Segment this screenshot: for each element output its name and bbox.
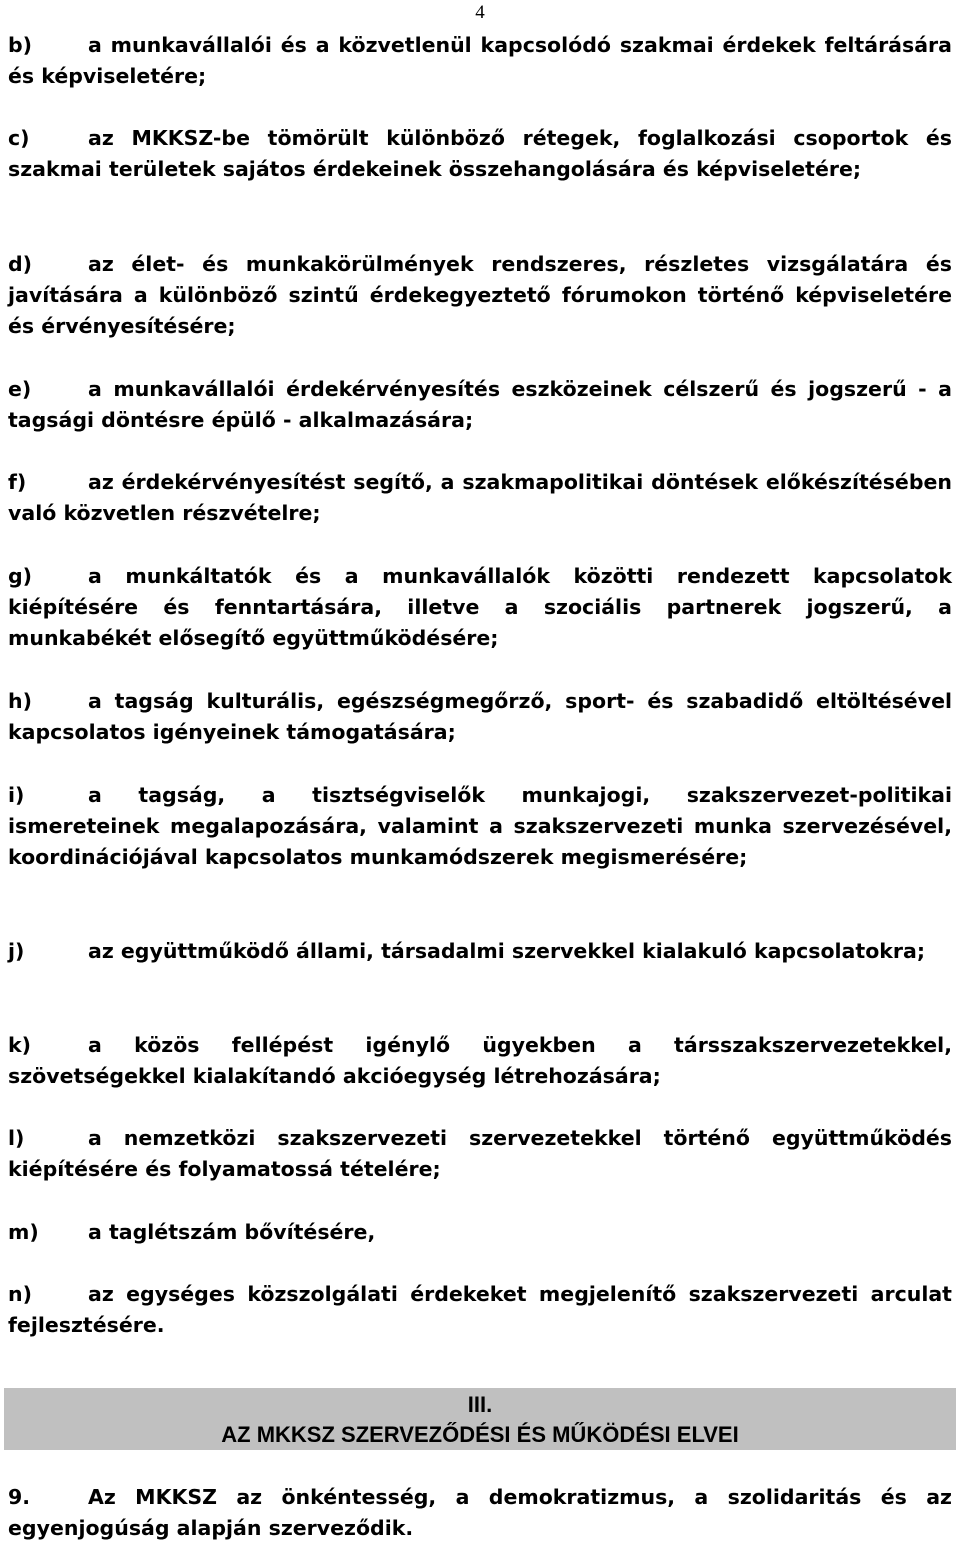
item-letter: d) [8,252,33,276]
list-item-j [8,936,952,967]
item-letter: e) [8,377,32,401]
page-number: 4 [475,2,485,23]
numbered-paragraph-9 [8,1482,952,1544]
list-item-h [8,686,952,748]
item-text: az egységes közszolgálati érdekeket megjelenítő szakszervezeti arculat fejlesztésére. [8,1282,952,1338]
paragraph-number: 9. [8,1485,31,1509]
item-text: a közös fellépést igénylő ügyekben a társszakszervezetekkel, szövetségekkel kialakítandó akcióegység létrehozására; [8,1033,952,1089]
item-letter: l) [8,1126,25,1150]
list-item-m [8,1217,952,1248]
item-text: az együttműködő állami, társadalmi szervekkel kialakuló kapcsolatokra; [88,939,926,963]
item-text: az MKKSZ-be tömörült különböző rétegek, foglalkozási csoportok és szakmai területek sajátos érdekeinek összehangolására és képviseletére; [8,126,952,182]
item-letter: f) [8,470,27,494]
item-letter: n) [8,1282,32,1306]
item-text: a taglétszám bővítésére, [88,1220,376,1244]
section-title: AZ MKKSZ SZERVEZŐDÉSI ÉS MŰKÖDÉSI ELVEI [221,1422,739,1447]
item-text: a munkavállalói érdekérvényesítés eszközeinek célszerű és jogszerű - a tagsági döntésre épülő - alkalmazására; [8,377,952,433]
section-roman-numeral: III. [467,1392,493,1417]
list-item-f [8,467,952,529]
item-text: az élet- és munkakörülmények rendszeres, részletes vizsgálatára és javítására a különböző szintű érdekegyeztető fórumokon történő képviseletére és érvényesítésére; [8,252,952,339]
item-text: az érdekérvényesítést segítő, a szakmapolitikai döntések előkészítésében való közvetlen részvételre; [8,470,952,526]
item-letter: c) [8,126,30,150]
item-letter: g) [8,564,33,588]
list-item-e [8,374,952,436]
item-text: a munkáltatók és a munkavállalók közötti rendezett kapcsolatok kiépítésére és fenntartására, illetve a szociális partnerek jogszerű, a munkabékét elősegítő együttműködésére; [8,564,952,651]
item-text: a nemzetközi szakszervezeti szervezetekkel történő együttműködés kiépítésére és folyamatossá tételére; [8,1126,952,1182]
list-item-b [8,30,952,92]
list-item-k [8,1030,952,1092]
item-letter: j) [8,939,25,963]
paragraph-text: Az MKKSZ az önkéntesség, a demokratizmus, a szolidaritás és az egyenjogúság alapján szerveződik. [8,1485,952,1541]
list-item-n [8,1279,952,1341]
list-item-l [8,1123,952,1185]
list-item-i [8,780,952,874]
list-item-g [8,561,952,655]
section-heading [4,1390,956,1450]
item-letter: b) [8,33,33,57]
list-item-c [8,123,952,185]
item-letter: h) [8,689,32,713]
list-item-d [8,249,952,343]
item-letter: i) [8,783,25,807]
item-text: a tagság kulturális, egészségmegőrző, sport- és szabadidő eltöltésével kapcsolatos igényeinek támogatására; [8,689,952,745]
item-text: a munkavállalói és a közvetlenül kapcsolódó szakmai érdekek feltárására és képviseletére; [8,33,952,89]
item-letter: k) [8,1033,32,1057]
item-text: a tagság, a tisztségviselők munkajogi, szakszervezet-politikai ismereteinek megalapozására, valamint a szakszervezeti munka szervezésével, koordinációjával kapcsolatos munkamódszerek megismerésére; [8,783,952,870]
item-letter: m) [8,1220,39,1244]
